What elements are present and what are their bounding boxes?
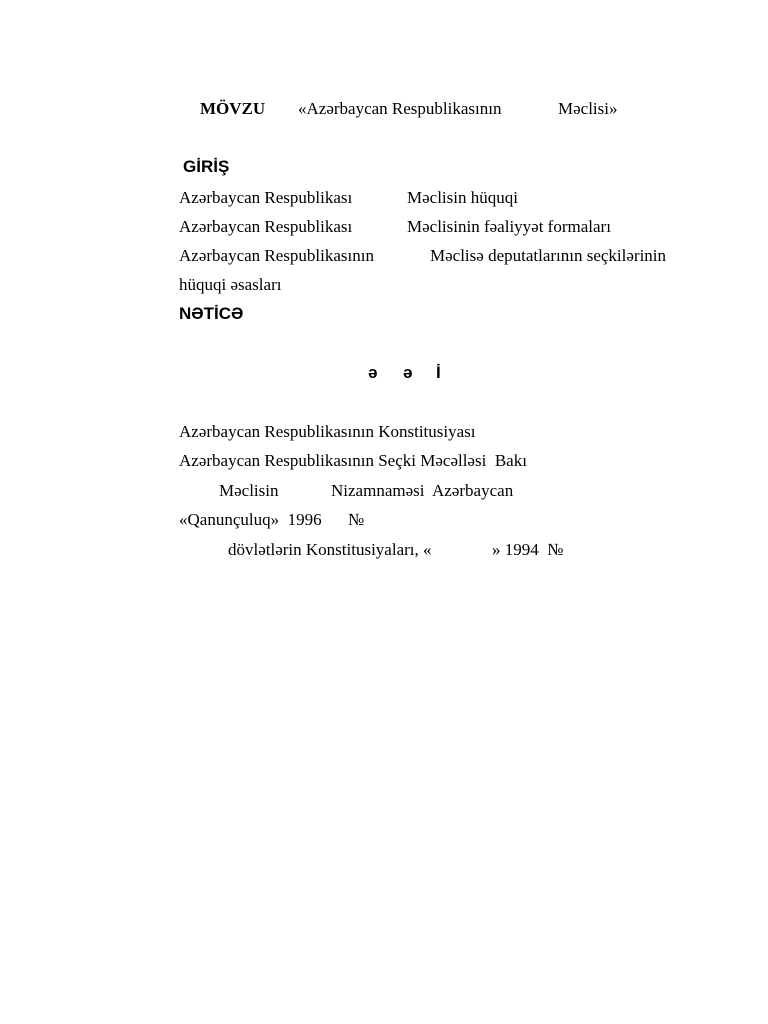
reference-5-part-b: » 1994 №: [492, 540, 564, 559]
topic-title-part2: Məclisi»: [558, 99, 618, 118]
contents-item-1-left: Azərbaycan Respublikası: [179, 188, 353, 207]
references-heading-char-1: ə: [368, 363, 378, 382]
contents-item-2-left: Azərbaycan Respublikası: [179, 217, 353, 236]
reference-3-part-a: Məclisin: [219, 481, 279, 500]
topic-label: MÖVZU: [200, 99, 266, 118]
contents-item-3-left: Azərbaycan Respublikasının: [179, 246, 374, 265]
contents-item-2-right: Məclisinin fəaliyyət formaları: [407, 217, 611, 236]
references-heading-char-3: İ: [436, 363, 441, 382]
contents-item-3-continuation: hüquqi əsasları: [179, 275, 282, 294]
reference-4-part-a: «Qanunçuluq» 1996: [179, 510, 322, 529]
reference-3-part-b: Nizamnaməsi Azərbaycan: [331, 481, 514, 500]
references-heading-char-2: ə: [403, 363, 413, 382]
reference-4-part-b: №: [348, 510, 365, 529]
contents-item-3-right: Məclisə deputatlarının seçkilərinin: [430, 246, 667, 265]
reference-1: Azərbaycan Respublikasının Konstitusiyası: [179, 422, 476, 441]
reference-2: Azərbaycan Respublikasının Seçki Məcəlləsi Bakı: [179, 451, 527, 470]
reference-5-part-a: dövlətlərin Konstitusiyaları, «: [228, 540, 432, 559]
conclusion-heading: NƏTİCƏ: [179, 304, 244, 323]
contents-item-1-right: Məclisin hüquqi: [407, 188, 518, 207]
intro-heading: GİRİŞ: [183, 157, 230, 176]
topic-title-part1: «Azərbaycan Respublikasının: [298, 99, 502, 118]
